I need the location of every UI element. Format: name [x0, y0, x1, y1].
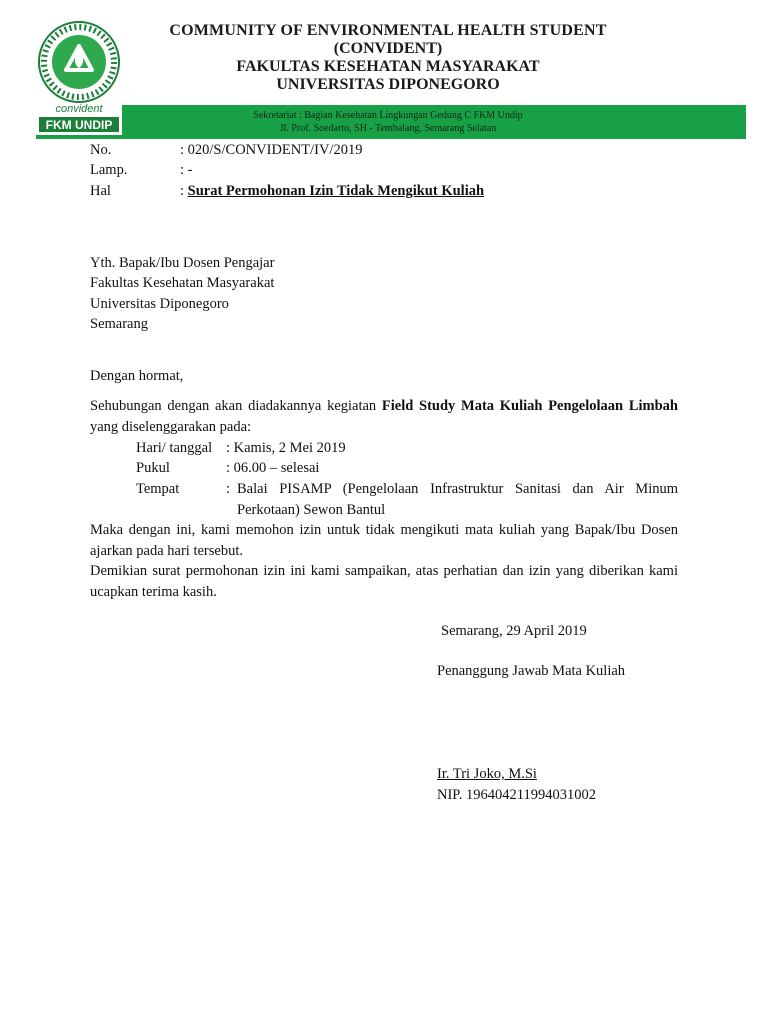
- no-label: No.: [90, 142, 112, 158]
- pukul-label: Pukul: [136, 460, 170, 476]
- recipient-line1: Yth. Bapak/Ibu Dosen Pengajar: [90, 255, 275, 271]
- logo-word: convident: [55, 103, 103, 115]
- tempat-label: Tempat: [136, 481, 180, 497]
- recipient-line4: Semarang: [90, 316, 148, 332]
- recipient-line3: Universitas Diponegoro: [90, 296, 229, 312]
- signatory-name: Ir. Tri Joko, M.Si: [437, 766, 537, 782]
- paragraph-3: Demikian surat permohonan izin ini kami sampaikan, atas perhatian dan izin yang diberikan kami ucapkan terima kasih.: [90, 563, 678, 600]
- intro-pre: Sehubungan dengan akan diadakannya kegiatan: [90, 398, 382, 414]
- hari-label: Hari/ tanggal: [136, 440, 213, 456]
- signatory-nip: NIP. 196404211994031002: [437, 787, 596, 803]
- paragraph-2: Maka dengan ini, kami memohon izin untuk tidak mengikuti mata kuliah yang Bapak/Ibu Dosen ajarkan pada hari tersebut.: [90, 522, 678, 559]
- tempat-colon: :: [226, 481, 231, 497]
- lamp-label: Lamp.: [90, 162, 128, 178]
- hal-colon: :: [180, 183, 188, 199]
- logo-banner: FKM UNDIP: [45, 118, 113, 132]
- hal-label: Hal: [90, 183, 111, 199]
- letterhead-address1: Sekretariat : Bagian Kesehatan Lingkungan Gedung C FKM Undip: [253, 110, 523, 121]
- hal-value: Surat Permohonan Izin Tidak Mengikut Kuliah: [187, 183, 485, 199]
- place-date: Semarang, 29 April 2019: [441, 623, 587, 639]
- lamp-value: : -: [180, 162, 193, 178]
- letterhead-address2: Jl. Prof. Soedarto, SH - Tembalang, Semarang Selatan: [279, 123, 497, 134]
- no-value: : 020/S/CONVIDENT/IV/2019: [180, 142, 363, 158]
- tempat-value: Balai PISAMP (Pengelolaan Infrastruktur Sanitasi dan Air Minum Perkotaan) Sewon Bantul: [237, 481, 678, 518]
- letterhead-line2: (CONVIDENT): [333, 40, 443, 57]
- recipient-line2: Fakultas Kesehatan Masyarakat: [90, 275, 275, 291]
- intro-paragraph: [90, 396, 678, 438]
- hal-line: [180, 181, 484, 201]
- pukul-value: : 06.00 – selesai: [226, 460, 320, 476]
- intro-bold: Field Study Mata Kuliah Pengelolaan Limbah: [381, 398, 678, 414]
- letterhead-line4: UNIVERSITAS DIPONEGORO: [276, 76, 500, 93]
- hari-value: : Kamis, 2 Mei 2019: [226, 440, 346, 456]
- intro-post: yang diselenggarakan pada:: [90, 419, 252, 435]
- letterhead-line3: FAKULTAS KESEHATAN MASYARAKAT: [236, 58, 540, 75]
- convident-logo: [36, 20, 122, 135]
- greeting: Dengan hormat,: [90, 368, 184, 384]
- letterhead-line1: COMMUNITY OF ENVIRONMENTAL HEALTH STUDENT: [169, 22, 607, 39]
- signature-role: Penanggung Jawab Mata Kuliah: [437, 663, 626, 679]
